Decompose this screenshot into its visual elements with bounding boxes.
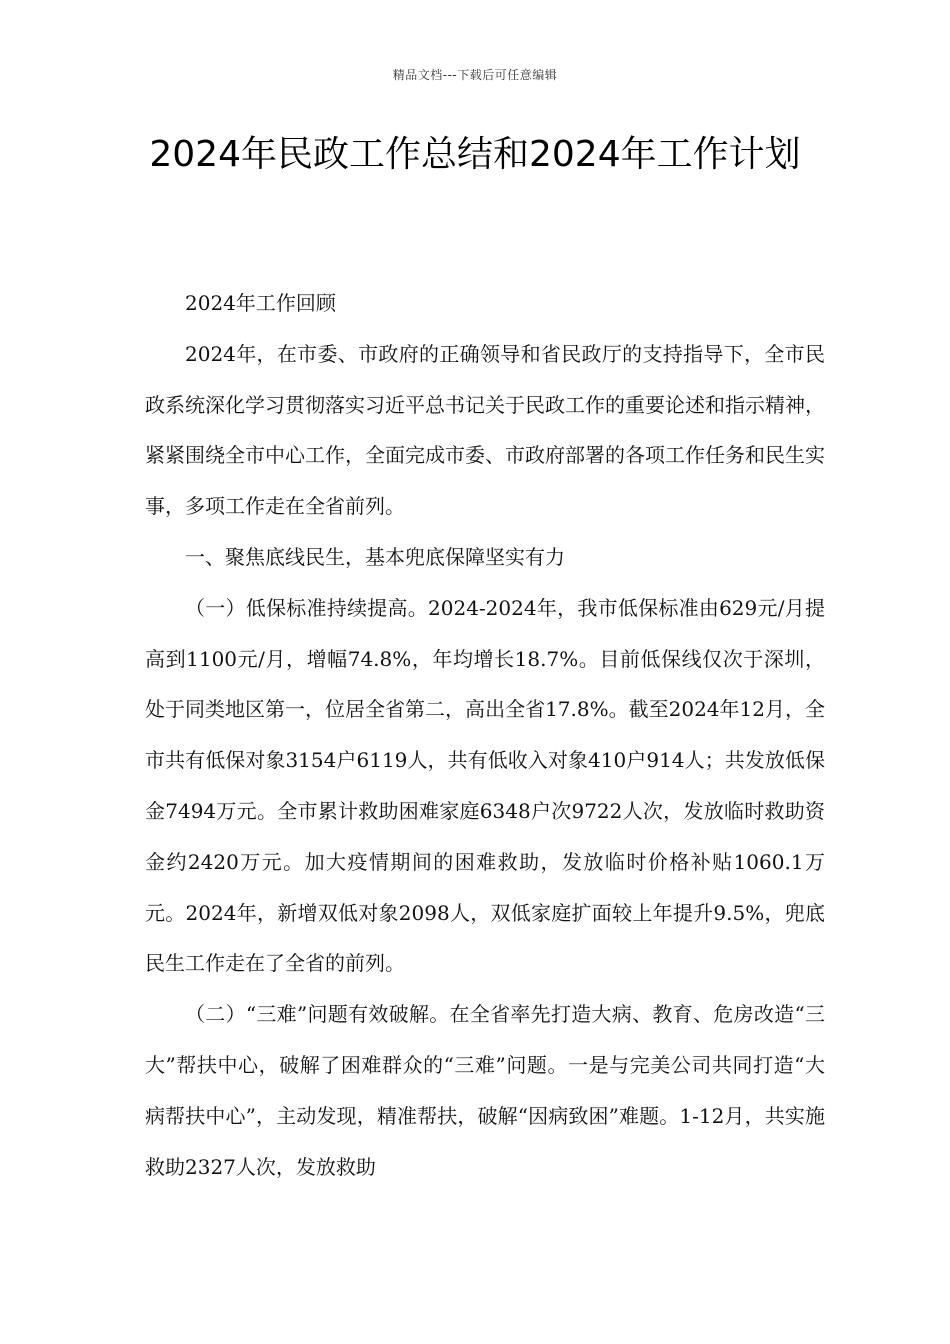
paragraph-three-difficulties: （二）“三难”问题有效破解。在全省率先打造大病、教育、危房改造“三大”帮扶中心，破解了困难群众的“三难”问题。一是与完美公司共同打造“大病帮扶中心”，主动发现，精准帮扶，破解“因病致困”难题。1-12月，共实施救助2327人次，发放救助: [145, 1002, 825, 1179]
header-note: 精品文档---下载后可任意编辑: [392, 68, 558, 82]
paragraph-low-income-standard: （一）低保标准持续提高。2024-2024年，我市低保标准由629元/月提高到1100元/月，增幅74.8%，年均增长18.7%。目前低保线仅次于深圳，处于同类地区第一，位居全省第二，高出全省17.8%。截至2024年12月，全市共有低保对象3154户6119人，共有低收入对象410户914人；共发放低保金7494万元。全市累计救助困难家庭6348户次9722人次，发放临时救助资金约2420万元。加大疫情期间的困难救助，发放临时价格补贴1060.1万元。2024年，新增双低对象2098人，双低家庭扩面较上年提升9.5%，兜底民生工作走在了全省的前列。: [145, 595, 825, 976]
section-heading-review: 2024年工作回顾: [185, 291, 336, 315]
document-title: 2024年民政工作总结和2024年工作计划: [149, 134, 801, 175]
document-body: [145, 278, 825, 1192]
section-heading-one: 一、聚焦底线民生，基本兜底保障坚实有力: [185, 544, 565, 569]
intro-paragraph: 2024年，在市委、市政府的正确领导和省民政厅的支持指导下，全市民政系统深化学习贯彻落实习近平总书记关于民政工作的重要论述和指示精神，紧紧围绕全市中心工作，全面完成市委、市政府部署的各项工作任务和民生实事，多项工作走在全省前列。: [145, 341, 825, 519]
